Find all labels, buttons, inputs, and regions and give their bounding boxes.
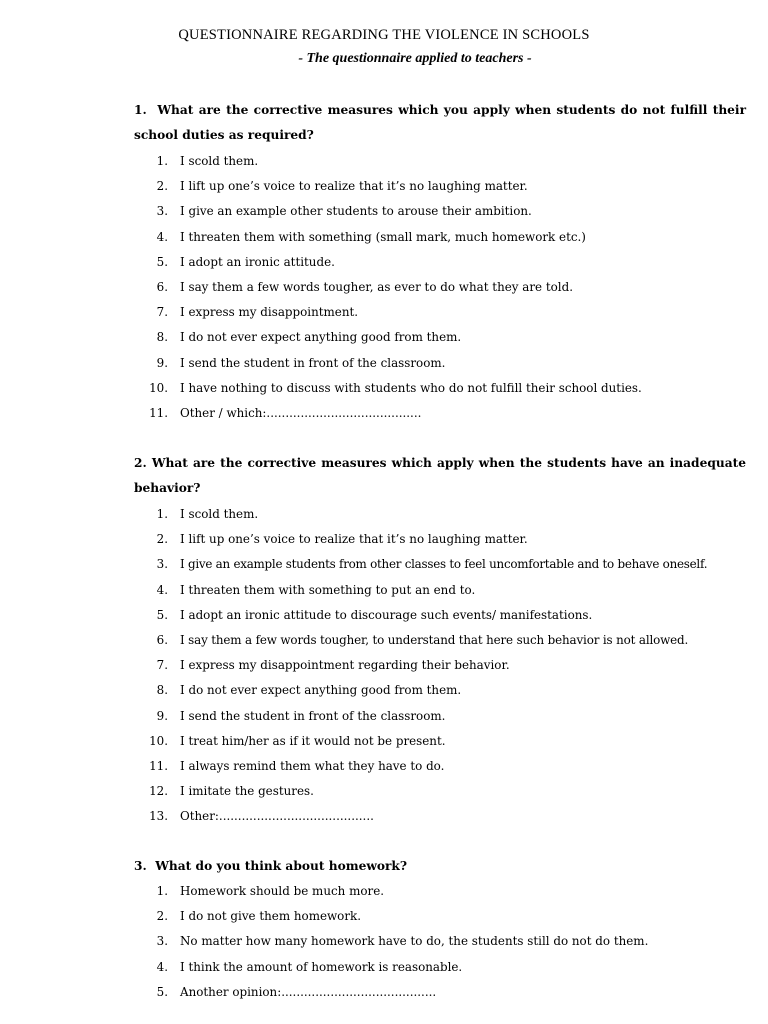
option-item <box>134 628 754 653</box>
option-number: 6. <box>156 632 168 647</box>
option-text: Other:......................................... <box>180 809 374 824</box>
option-text: I do not give them homework. <box>180 909 362 924</box>
option-number: 7. <box>156 658 168 673</box>
option-text: I treat him/her as if it would not be present. <box>180 733 446 748</box>
option-text: I think the amount of homework is reasonable. <box>180 959 463 974</box>
option-text: I do not ever expect anything good from them. <box>180 330 462 345</box>
option-number: 9. <box>156 355 168 370</box>
document-title: QUESTIONNAIRE REGARDING THE VIOLENCE IN SCHOOLS <box>178 27 590 43</box>
option-text: Another opinion:......................................... <box>180 984 437 999</box>
option-number: 8. <box>156 330 168 345</box>
option-item <box>134 502 754 527</box>
option-item <box>134 980 754 1005</box>
option-number: 3. <box>156 934 168 949</box>
option-item <box>134 678 754 703</box>
option-item <box>134 603 754 628</box>
question-2-heading <box>134 451 746 501</box>
option-item <box>134 300 754 325</box>
option-text: I do not ever expect anything good from them. <box>180 683 462 698</box>
option-number: 1. <box>156 507 168 521</box>
option-item <box>134 174 754 199</box>
option-number: 2. <box>156 532 168 547</box>
option-item <box>134 779 754 804</box>
option-number: 3. <box>156 204 168 219</box>
option-text: I adopt an ironic attitude to discourage such events/ manifestations. <box>180 607 593 622</box>
option-item <box>134 754 754 779</box>
option-number: 11. <box>149 405 168 420</box>
question-number: 3. <box>134 859 147 873</box>
question-1-heading <box>134 98 746 148</box>
option-item <box>134 149 754 174</box>
option-text: I threaten them with something (small mark, much homework etc.) <box>180 229 586 244</box>
option-item <box>134 804 754 829</box>
option-number: 1. <box>156 884 168 898</box>
option-number: 10. <box>149 380 168 395</box>
option-text: Homework should be much more. <box>180 884 385 898</box>
option-item <box>134 250 754 275</box>
option-number: 4. <box>156 959 168 974</box>
question-text: What do you think about homework? <box>155 859 407 873</box>
option-number: 5. <box>156 254 168 269</box>
option-number: 9. <box>156 708 168 723</box>
option-text: I always remind them what they have to do. <box>180 758 445 773</box>
option-item <box>134 729 754 754</box>
option-text: I express my disappointment regarding their behavior. <box>180 658 510 673</box>
option-item <box>134 401 754 426</box>
option-text: No matter how many homework have to do, the students still do not do them. <box>180 934 649 949</box>
option-text: I say them a few words tougher, to understand that here such behavior is not allowed. <box>180 632 689 647</box>
option-number: 1. <box>156 154 168 168</box>
option-number: 12. <box>149 784 168 799</box>
option-number: 4. <box>156 582 168 597</box>
option-text: I say them a few words tougher, as ever to do what they are told. <box>180 279 573 294</box>
option-item <box>134 955 754 980</box>
option-item <box>134 704 754 729</box>
question-text: What are the corrective measures which apply when the students have an inadequate behavior? <box>134 456 746 496</box>
option-item <box>134 351 754 376</box>
option-item <box>134 199 754 224</box>
question-1-options <box>134 149 754 426</box>
option-text: Other / which:......................................... <box>180 405 422 420</box>
option-text: I have nothing to discuss with students who do not fulfill their school duties. <box>180 380 642 395</box>
option-item <box>134 552 754 577</box>
option-text: I threaten them with something to put an end to. <box>180 582 476 597</box>
option-number: 3. <box>156 557 168 572</box>
option-number: 2. <box>156 179 168 194</box>
option-text: I send the student in front of the classroom. <box>180 708 446 723</box>
option-number: 5. <box>156 607 168 622</box>
option-item <box>134 325 754 350</box>
option-number: 4. <box>156 229 168 244</box>
option-number: 2. <box>156 909 168 924</box>
option-item <box>134 578 754 603</box>
question-3-heading <box>134 854 746 879</box>
question-number: 1. <box>134 103 147 117</box>
option-text: I give an example students from other classes to feel uncomfortable and to behave oneself. <box>180 557 708 572</box>
option-text: I give an example other students to arouse their ambition. <box>180 204 532 219</box>
option-number: 10. <box>149 733 168 748</box>
option-item <box>134 225 754 250</box>
option-number: 5. <box>156 984 168 999</box>
question-text: What are the corrective measures which you apply when students do not fulfill their school duties as required? <box>134 103 746 143</box>
option-text: I send the student in front of the classroom. <box>180 355 446 370</box>
document-subtitle: - The questionnaire applied to teachers - <box>298 51 532 66</box>
option-text: I scold them. <box>180 154 259 168</box>
option-item <box>134 929 754 954</box>
option-item <box>134 527 754 552</box>
question-3-options <box>134 879 754 1005</box>
question-2-options <box>134 502 754 829</box>
option-text: I express my disappointment. <box>180 305 359 320</box>
option-item <box>134 904 754 929</box>
option-number: 6. <box>156 279 168 294</box>
option-text: I imitate the gestures. <box>180 784 314 799</box>
option-text: I lift up one’s voice to realize that it’s no laughing matter. <box>180 532 528 547</box>
option-text: I lift up one’s voice to realize that it’s no laughing matter. <box>180 179 528 194</box>
option-item <box>134 879 754 904</box>
option-number: 13. <box>149 809 168 824</box>
option-number: 11. <box>149 758 168 773</box>
option-item <box>134 275 754 300</box>
option-number: 8. <box>156 683 168 698</box>
question-number: 2. <box>134 456 147 470</box>
option-text: I adopt an ironic attitude. <box>180 254 335 269</box>
option-number: 7. <box>156 305 168 320</box>
option-item <box>134 376 754 401</box>
option-text: I scold them. <box>180 507 259 521</box>
option-item <box>134 653 754 678</box>
